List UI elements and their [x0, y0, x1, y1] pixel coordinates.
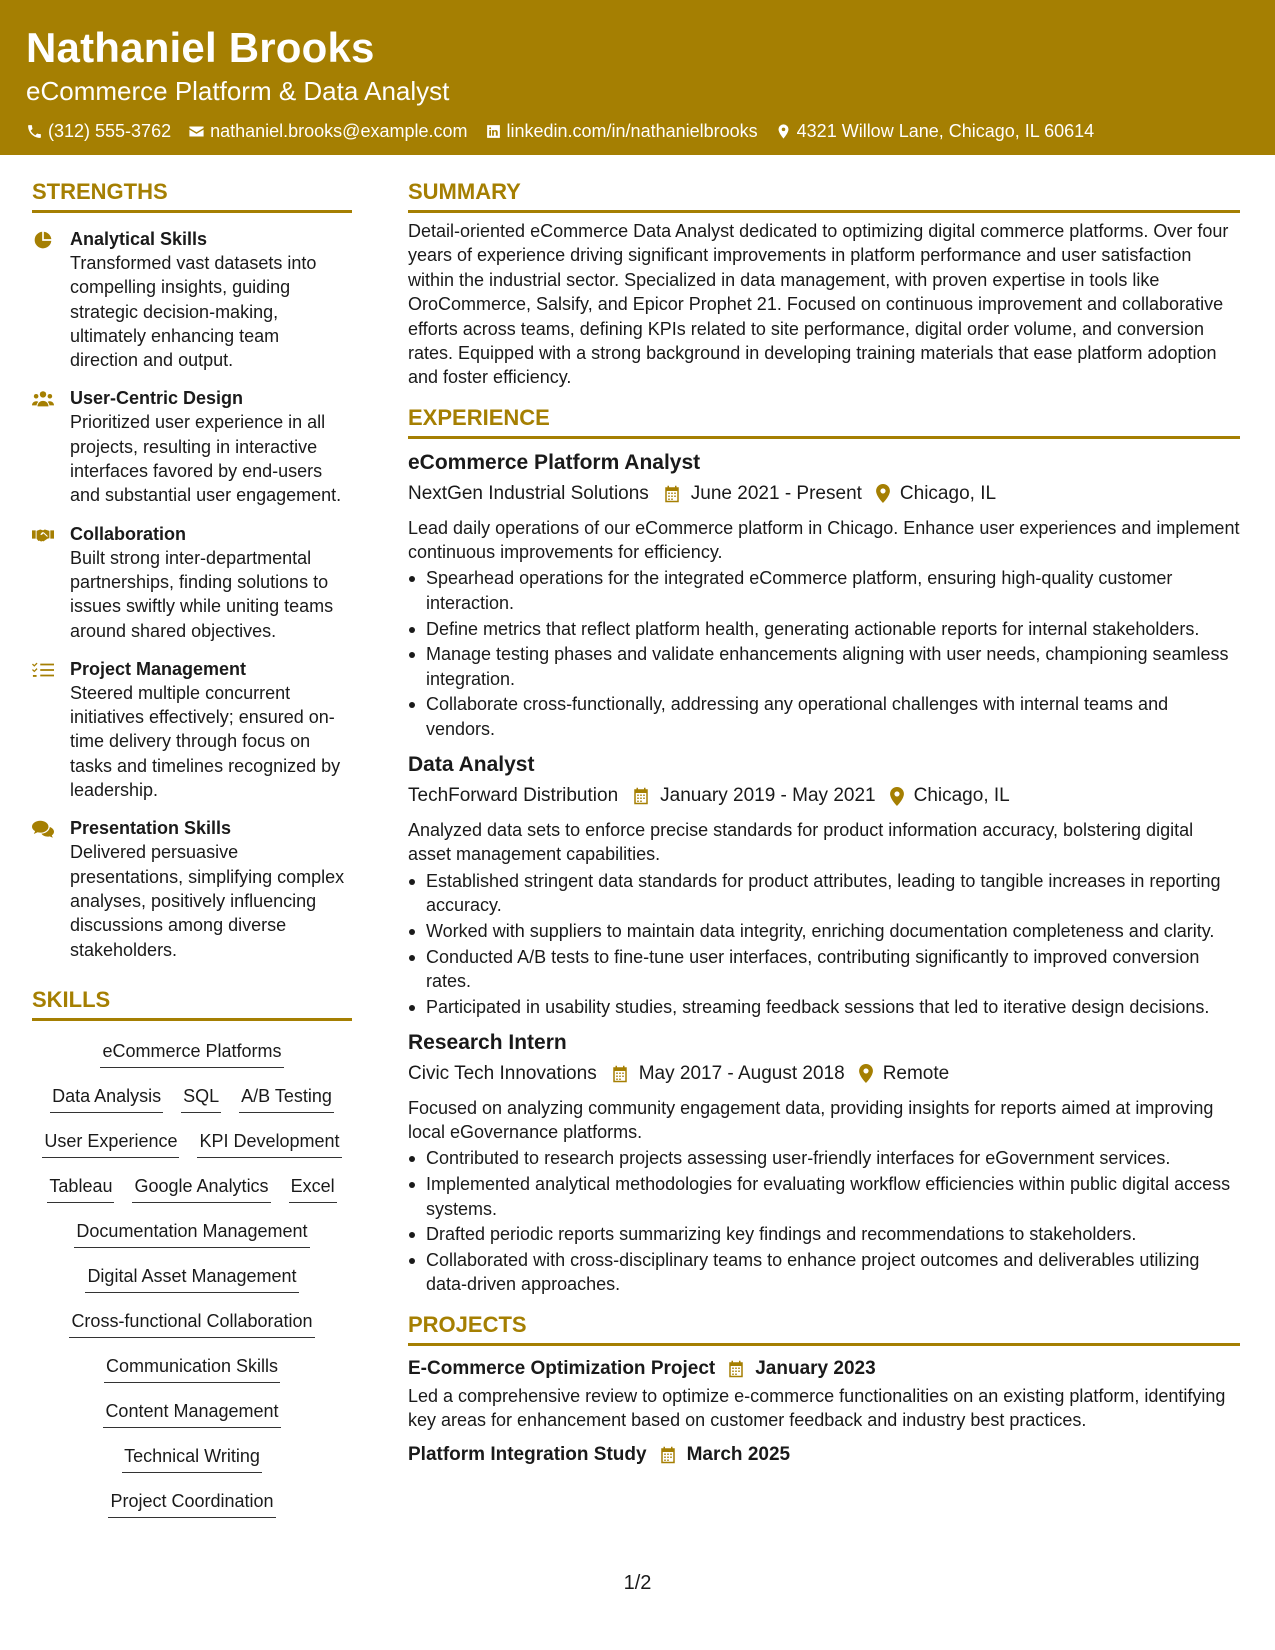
skill-row	[50, 1084, 334, 1129]
calendar-icon	[727, 1360, 745, 1378]
job-dates: June 2021 - Present	[690, 482, 862, 504]
project-header	[408, 1356, 1240, 1382]
job-bullets	[408, 869, 1240, 1019]
strength-title: Collaboration	[70, 523, 186, 544]
phone-icon	[26, 123, 43, 140]
skill-tag: Tableau	[47, 1174, 114, 1203]
resume-header	[0, 0, 1275, 155]
project-title: E-Commerce Optimization Project	[408, 1357, 716, 1379]
contact-bar	[26, 119, 1249, 143]
calendar-icon	[663, 485, 681, 503]
skill-tag: Communication Skills	[104, 1354, 280, 1383]
job-meta	[408, 480, 1240, 508]
strength-item	[32, 227, 352, 372]
skill-tag: SQL	[181, 1084, 221, 1113]
skill-tag: User Experience	[42, 1129, 179, 1158]
bullet-item: Manage testing phases and validate enhancements aligning with user needs, championing seamless integration.	[408, 642, 1240, 691]
job-description: Lead daily operations of our eCommerce platform in Chicago. Enhance user experiences and implement continuous improvements for efficiency.	[408, 517, 1240, 563]
skill-row	[47, 1174, 336, 1219]
skill-tag: KPI Development	[197, 1129, 341, 1158]
strength-item	[32, 522, 352, 643]
experience-heading: EXPERIENCE	[408, 404, 1240, 439]
skill-row	[122, 1444, 262, 1489]
project-date: January 2023	[755, 1357, 876, 1379]
bullet-item: Collaborated with cross-disciplinary teams to enhance project outcomes and deliverables utilizing data-driven approaches.	[408, 1248, 1240, 1297]
job-bullets	[408, 566, 1240, 741]
strength-item	[32, 657, 352, 802]
job-title: Data Analyst	[408, 753, 535, 777]
contact-email[interactable]	[188, 119, 467, 143]
strength-title: Presentation Skills	[70, 818, 232, 839]
skill-tag: Data Analysis	[50, 1084, 163, 1113]
job-meta	[408, 1060, 1240, 1088]
projects-list	[408, 1356, 1240, 1469]
candidate-name: Nathaniel Brooks	[26, 24, 375, 71]
map-pin-icon	[876, 484, 890, 503]
skill-row	[74, 1219, 309, 1264]
linkedin-text[interactable]: linkedin.com/in/nathanielbrooks	[506, 121, 758, 141]
handshake-icon	[32, 525, 54, 545]
address-text: 4321 Willow Lane, Chicago, IL 60614	[796, 121, 1095, 141]
bullet-item: Contributed to research projects assessing user-friendly interfaces for eGovernment services.	[408, 1146, 1240, 1170]
strength-desc: Delivered persuasive presentations, simplifying complex analyses, positively influencing discussions among diverse stakeholders.	[70, 842, 345, 960]
skills-list	[32, 1039, 352, 1534]
skill-tag: Documentation Management	[74, 1219, 309, 1248]
job-entry	[408, 1029, 1240, 1297]
strength-title: User-Centric Design	[70, 388, 244, 409]
job-bullets	[408, 1146, 1240, 1296]
projects-heading: PROJECTS	[408, 1311, 1240, 1346]
skill-tag: Excel	[289, 1174, 337, 1203]
bullet-item: Define metrics that reflect platform health, generating actionable reports for internal stakeholders.	[408, 617, 1240, 641]
skill-row	[108, 1489, 275, 1534]
bullet-item: Drafted periodic reports summarizing key findings and recommendations to stakeholders.	[408, 1222, 1240, 1246]
project-entry	[408, 1442, 1240, 1468]
skill-row	[103, 1399, 280, 1444]
project-header	[408, 1442, 1240, 1468]
job-entry	[408, 449, 1240, 741]
company-name: TechForward Distribution	[408, 785, 619, 807]
comments-icon	[32, 819, 54, 839]
candidate-role: eCommerce Platform & Data Analyst	[26, 76, 450, 106]
job-location: Chicago, IL	[913, 785, 1010, 807]
skill-tag: Google Analytics	[132, 1174, 270, 1203]
summary-heading: SUMMARY	[408, 178, 1240, 213]
strength-title: Project Management	[70, 658, 247, 679]
map-pin-icon	[775, 123, 792, 140]
bullet-item: Implemented analytical methodologies for evaluating workflow efficiencies within public digital access systems.	[408, 1172, 1240, 1221]
strength-title: Analytical Skills	[70, 229, 208, 249]
summary-text: Detail-oriented eCommerce Data Analyst dedicated to optimizing digital commerce platforms. Over four years of experience driving significant improvements in platform performance and user satisfaction within the industrial sector. Specialized in data management, with proven expertise in tools like OroCommerce, Salsify, and Epicor Prophet 21. Focused on continuous improvement and collaborative efforts across teams, defining KPIs related to site performance, digital order volume, and conversion rates. Equipped with a strong background in developing training materials that ease platform adoption and foster efficiency.	[408, 221, 1229, 388]
linkedin-icon	[485, 123, 502, 140]
strength-item	[32, 816, 352, 961]
strength-desc: Built strong inter-departmental partnerships, finding solutions to issues swiftly while uniting teams around shared objectives.	[70, 547, 334, 641]
skill-row	[104, 1354, 280, 1399]
task-list-icon	[32, 660, 54, 680]
right-column	[408, 178, 1240, 1468]
skill-tag: Digital Asset Management	[85, 1264, 298, 1293]
job-title: eCommerce Platform Analyst	[408, 450, 701, 474]
job-dates: May 2017 - August 2018	[638, 1062, 845, 1084]
bullet-item: Spearhead operations for the integrated eCommerce platform, ensuring high-quality customer interaction.	[408, 566, 1240, 615]
project-description: Led a comprehensive review to optimize e-commerce functionalities on an existing platform, identifying key areas for enhancement based on customer feedback and industry best practices.	[408, 1385, 1226, 1431]
job-location: Remote	[882, 1062, 950, 1084]
skill-tag: Project Coordination	[108, 1489, 275, 1518]
contact-address	[775, 119, 1095, 143]
project-entry	[408, 1356, 1240, 1433]
strength-item	[32, 386, 352, 507]
project-title: Platform Integration Study	[408, 1444, 647, 1466]
pie-chart-icon	[32, 230, 54, 250]
skill-tag: eCommerce Platforms	[100, 1039, 283, 1068]
skill-row	[100, 1039, 283, 1084]
skill-row	[85, 1264, 298, 1309]
skill-row	[69, 1309, 314, 1354]
calendar-icon	[611, 1065, 629, 1083]
bullet-item: Worked with suppliers to maintain data integrity, enriching documentation completeness and clarity.	[408, 919, 1240, 943]
skill-tag: A/B Testing	[239, 1084, 334, 1113]
contact-linkedin[interactable]	[485, 119, 758, 143]
job-entry	[408, 751, 1240, 1019]
job-description: Analyzed data sets to enforce precise standards for product information accuracy, bolstering digital asset management capabilities.	[408, 820, 1194, 865]
strengths-heading: STRENGTHS	[32, 178, 352, 213]
bullet-item: Collaborate cross-functionally, addressing any operational challenges with internal teams and vendors.	[408, 692, 1240, 741]
contact-phone	[26, 119, 171, 143]
experience-list	[408, 449, 1240, 1297]
skill-row	[42, 1129, 341, 1174]
skill-tag: Technical Writing	[122, 1444, 262, 1473]
skill-tag: Content Management	[103, 1399, 280, 1428]
strength-desc: Prioritized user experience in all projects, resulting in interactive interfaces favored by end-users and substantial user engagement.	[70, 412, 342, 506]
job-dates: January 2019 - May 2021	[660, 785, 876, 807]
job-meta	[408, 782, 1240, 810]
bullet-item: Participated in usability studies, streaming feedback sessions that led to iterative design decisions.	[408, 995, 1240, 1019]
skill-tag: Cross-functional Collaboration	[69, 1309, 314, 1338]
envelope-icon	[188, 123, 205, 140]
strength-desc: Transformed vast datasets into compelling insights, guiding strategic decision-making, ultimately enhancing team direction and output.	[70, 253, 317, 371]
job-title: Research Intern	[408, 1030, 567, 1054]
map-pin-icon	[859, 1064, 873, 1083]
strength-desc: Steered multiple concurrent initiatives effectively; ensured on-time delivery through focus on tasks and timelines recognized by leadership.	[70, 682, 341, 801]
phone-text: (312) 555-3762	[48, 121, 172, 141]
calendar-icon	[659, 1446, 677, 1464]
skills-heading: SKILLS	[32, 986, 352, 1021]
job-location: Chicago, IL	[899, 482, 997, 504]
left-column	[32, 178, 352, 1534]
bullet-item: Conducted A/B tests to fine-tune user interfaces, contributing significantly to improved conversion rates.	[408, 945, 1240, 994]
project-date: March 2025	[686, 1444, 791, 1466]
bullet-item: Established stringent data standards for product attributes, leading to tangible increases in reporting accuracy.	[408, 869, 1240, 918]
company-name: Civic Tech Innovations	[408, 1062, 597, 1084]
job-description: Focused on analyzing community engagement data, providing insights for reports aimed at improving local eGovernance platforms.	[408, 1097, 1214, 1143]
map-pin-icon	[890, 787, 904, 806]
calendar-icon	[632, 787, 650, 805]
page-number: 1/2	[623, 1572, 652, 1594]
users-icon	[32, 389, 54, 409]
email-text[interactable]: nathaniel.brooks@example.com	[210, 121, 468, 141]
company-name: NextGen Industrial Solutions	[408, 482, 649, 504]
